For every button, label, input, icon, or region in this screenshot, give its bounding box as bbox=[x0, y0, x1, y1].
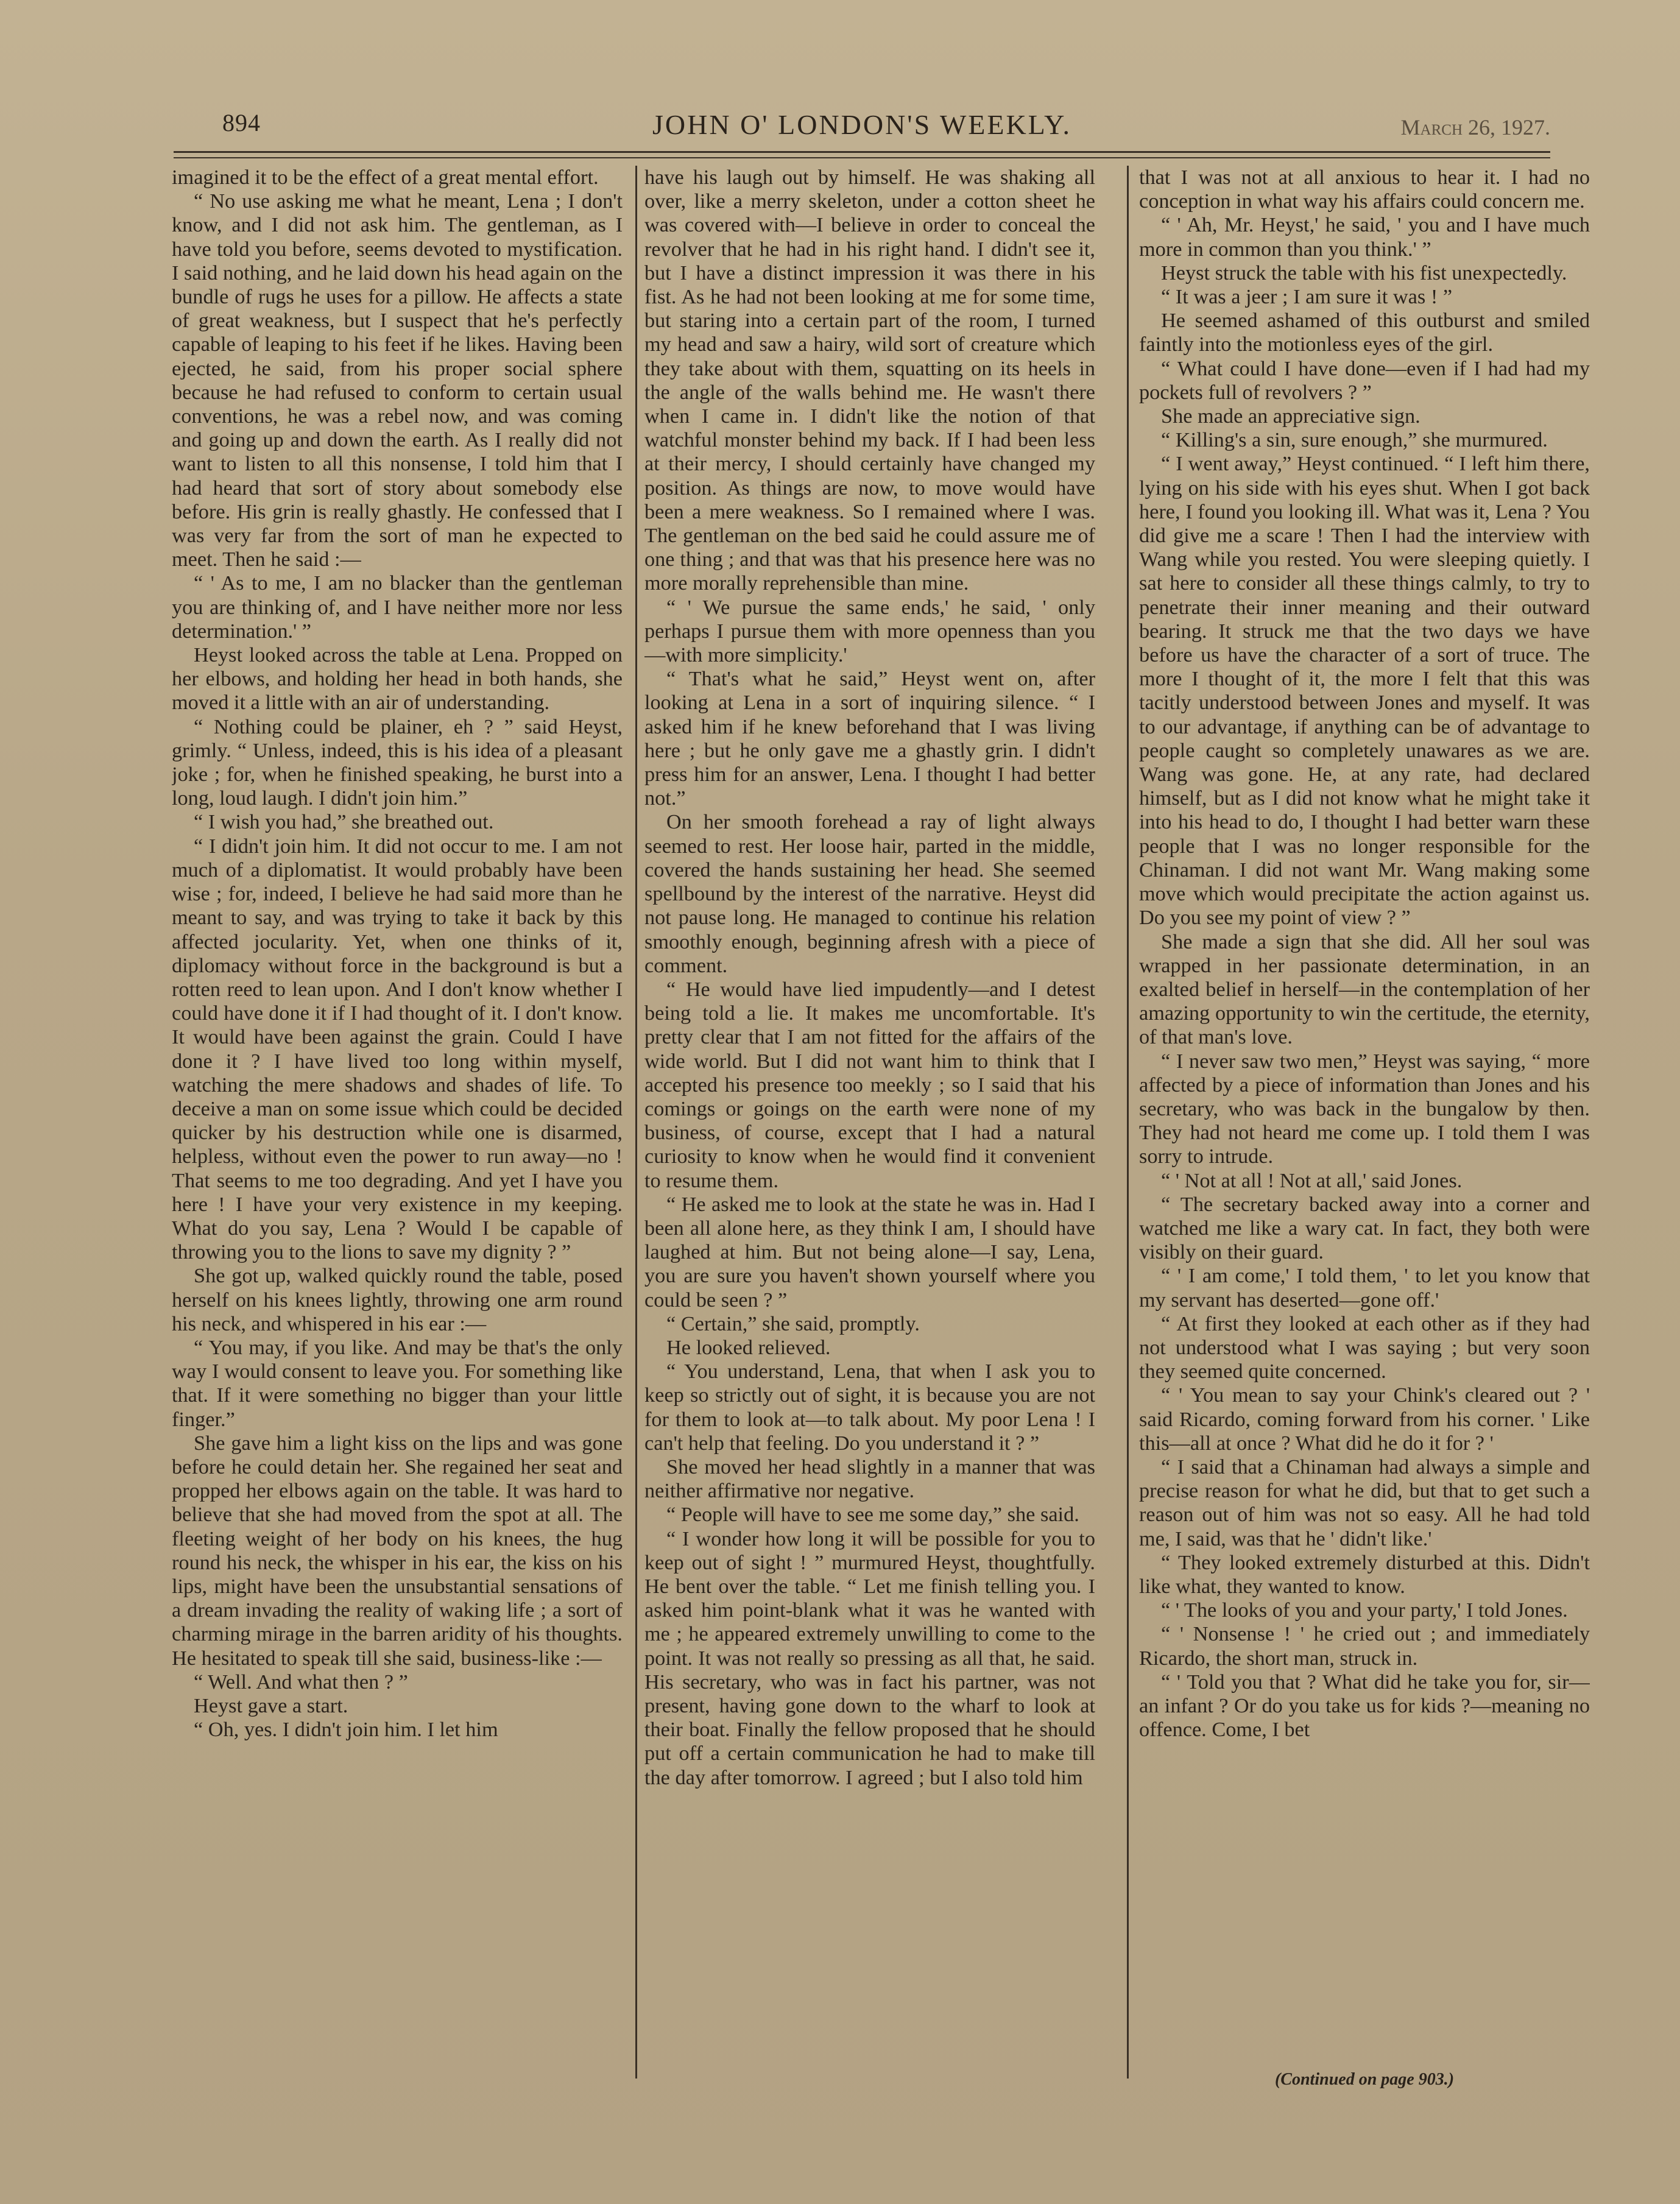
paragraph: “ ' Ah, Mr. Heyst,' he said, ' you and I have much more in common than you think.' ” bbox=[1139, 213, 1590, 261]
paragraph: “ No use asking me what he meant, Lena ; I don't know, and I did not ask him. The gentleman, as I have told you before, seems devoted to mystification. I said nothing, and he laid down his head again on the bundle of rugs he uses for a pillow. He affects a state of great weakness, but I suspect that he's perfectly capable of leaping to his feet if he likes. Having been ejected, he said, from his proper social sphere because he had refused to conform to certain usual conventions, he was a rebel now, and was coming and going up and down the earth. As I really did not want to listen to all this nonsense, I told him that I had heard that sort of story about somebody else before. His grin is really ghastly. He confessed that I was very far from the sort of man he expected to meet. Then he said :— bbox=[172, 189, 623, 571]
paragraph: “ I wish you had,” she breathed out. bbox=[194, 810, 494, 834]
header-rule-top bbox=[174, 151, 1550, 153]
paragraph: “ Well. And what then ? ” bbox=[194, 1670, 408, 1694]
page-number: 894 bbox=[222, 109, 261, 136]
paragraph: “ At first they looked at each other as if they had not understood what I was saying ; but very soon they seemed quite concerned. bbox=[1139, 1312, 1590, 1383]
paragraph: “ ' The looks of you and your party,' I told Jones. bbox=[1161, 1598, 1568, 1622]
paragraph: “ I wonder how long it will be possible for you to keep out of sight ! ” murmured Heyst, thoughtfully. He bent over the table. “ Let me finish telling you. I asked him point-blank what it was he wanted with me ; he appeared extremely unwilling to come to the point. It was not really so pressing as all that, he said. His secretary, who was in fact his partner, was not present, having gone down to the wharf to look at their boat. Finally the fellow proposed that he should put off a certain communication he had to make till the day after tomorrow. I agreed ; but I also told him bbox=[644, 1527, 1095, 1789]
paragraph: “ What could I have done—even if I had had my pockets full of revolvers ? ” bbox=[1139, 356, 1590, 404]
paragraph: “ I didn't join him. It did not occur to me. I am not much of a diplomatist. It would probably have been wise ; for, indeed, I believe he had said more than he meant to say, and was trying to take it back by this affected jocularity. Yet, when one thinks of it, diplomacy without force in the background is but a rotten reed to lean upon. And I don't know whether I could have done it if I had thought of it. I don't know. It would have been against the grain. Could I have done it ? I have lived too long within myself, watching the mere shadows and shades of life. To deceive a man on some issue which could be decided quicker by his destruction while one is disarmed, helpless, without even the power to run away—no ! That seems to me too degrading. And yet I have you here ! I have your very existence in my keeping. What do you say, Lena ? Would I be capable of throwing you to the lions to save my dignity ? ” bbox=[172, 834, 623, 1264]
paragraph: “ ' I am come,' I told them, ' to let you know that my servant has deserted—gone off.' bbox=[1139, 1264, 1590, 1312]
paragraph: “ I went away,” Heyst continued. “ I left him there, lying on his side with his eyes shut. When I got back here, I found you looking ill. What was it, Lena ? You did give me a scare ! Then I had the interview with Wang while you rested. You were sleeping quietly. I sat here to consider all these things calmly, to try to penetrate their inner meaning and their outward bearing. It struck me that the two days we have before us have the character of a sort of truce. The more I thought of it, the more I felt that this was tacitly understood between Jones and myself. It was to our advantage, if anything can be of advantage to people caught so completely unawares as we are. Wang was gone. He, at any rate, had declared himself, but as I did not know what he might take it into his head to do, I thought I had better warn these people that I was no longer responsible for the Chinaman. I did not want Mr. Wang making some move which would precipitate the action against us. Do you see my point of view ? ” bbox=[1139, 452, 1590, 930]
paragraph: “ The secretary backed away into a corner and watched me like a wary cat. In fact, they both were visibly on their guard. bbox=[1139, 1192, 1590, 1264]
paragraph: imagined it to be the effect of a great mental effort. bbox=[172, 166, 599, 189]
paragraph: He looked relieved. bbox=[666, 1335, 831, 1359]
paragraph: “ ' As to me, I am no blacker than the gentleman you are thinking of, and I have neither more nor less determination.' ” bbox=[172, 571, 623, 643]
continued-note: (Continued on page 903.) bbox=[1274, 2070, 1455, 2089]
paragraph: “ ' Told you that ? What did he take you for, sir—an infant ? Or do you take us for kids ?—meaning no offence. Come, I bet bbox=[1139, 1670, 1590, 1742]
paragraph: have his laugh out by himself. He was shaking all over, like a merry skeleton, under a cotton sheet he was covered with—I believe in order to conceal the revolver that he had in his right hand. I didn't see it, but I have a distinct impression it was there in his fist. As he had not been looking at me for some time, but staring into a certain part of the room, I turned my head and saw a hairy, wild sort of creature which they take about with them, squatting on its heels in the angle of the walls behind me. He wasn't there when I came in. I didn't like the notion of that watchful monster behind my back. If I had been less at their mercy, I should certainly have changed my position. As things are now, to move would have been a mere weakness. So I remained where I was. The gentleman on the bed said he could assure me of one thing ; and that was that his presence here was no more morally reprehensible than mine. bbox=[644, 166, 1095, 595]
paragraph: “ ' Nonsense ! ' he cried out ; and immediately Ricardo, the short man, struck in. bbox=[1139, 1622, 1590, 1670]
paragraph: “ I said that a Chinaman had always a simple and precise reason for what he did, but that to get such a reason out of him was not so easy. All he had told me, I said, was that he ' didn't like.' bbox=[1139, 1455, 1590, 1550]
paragraph: “ You may, if you like. And may be that's the only way I would consent to leave you. For something like that. If it were something no bigger than your little finger.” bbox=[172, 1335, 623, 1431]
header-rule-bottom bbox=[174, 157, 1550, 158]
paragraph: On her smooth forehead a ray of light always seemed to rest. Her loose hair, parted in the middle, covered the hands sustaining her head. She seemed spellbound by the interest of the narrative. Heyst did not pause long. He managed to continue his relation smoothly enough, beginning afresh with a piece of comment. bbox=[644, 810, 1095, 977]
paragraph: “ It was a jeer ; I am sure it was ! ” bbox=[1161, 285, 1453, 309]
paragraph: “ ' We pursue the same ends,' he said, ' only perhaps I pursue them with more openness than you—with more simplicity.' bbox=[644, 595, 1095, 667]
paragraph: “ People will have to see me some day,” she said. bbox=[666, 1503, 1079, 1527]
text-column-2 bbox=[644, 166, 1095, 2085]
column-divider-1 bbox=[635, 166, 637, 2079]
paragraph: She moved her head slightly in a manner that was neither affirmative nor negative. bbox=[644, 1455, 1095, 1503]
paragraph: “ You understand, Lena, that when I ask you to keep so strictly out of sight, it is because you are not for them to look at—to talk about. My poor Lena ! I can't help that feeling. Do you understand it ? ” bbox=[644, 1360, 1095, 1455]
paragraph: She made an appreciative sign. bbox=[1161, 404, 1421, 428]
paragraph: She got up, walked quickly round the table, posed herself on his knees lightly, throwing one arm round his neck, and whispered in his ear :— bbox=[172, 1264, 623, 1335]
paragraph: “ He would have lied impudently—and I detest being told a lie. It makes me uncomfortable. It's pretty clear that I am not fitted for the affairs of the wide world. But I did not want him to think that I accepted his presence too meekly ; so I said that his comings or goings on the earth were none of my business, of course, except that I had a natural curiosity to know when he would find it convenient to resume them. bbox=[644, 977, 1095, 1192]
paragraph: He seemed ashamed of this outburst and smiled faintly into the motionless eyes of the girl. bbox=[1139, 309, 1590, 356]
paragraph: Heyst looked across the table at Lena. Propped on her elbows, and holding her head in both hands, she moved it a little with an air of understanding. bbox=[172, 643, 623, 715]
page-header bbox=[174, 104, 1550, 152]
paragraph: “ I never saw two men,” Heyst was saying, “ more affected by a piece of information than Jones and his secretary, who was back in the bungalow by then. They had not heard me come up. I told them I was sorry to intrude. bbox=[1139, 1049, 1590, 1168]
paragraph: “ He asked me to look at the state he was in. Had I been all alone here, as they think I am, I should have laughed at him. But not being alone—I say, Lena, you are sure you haven't shown yourself where you could be seen ? ” bbox=[644, 1192, 1095, 1312]
paragraph: that I was not at all anxious to hear it. I had no conception in what way his affairs could concern me. bbox=[1139, 166, 1590, 213]
paragraph: Heyst gave a start. bbox=[194, 1694, 348, 1717]
issue-date: March 26, 1927. bbox=[1400, 115, 1550, 140]
paragraph: “ Nothing could be plainer, eh ? ” said Heyst, grimly. “ Unless, indeed, this is his idea of a pleasant joke ; for, when he finished speaking, he burst into a long, loud laugh. I didn't join him.” bbox=[172, 715, 623, 810]
paragraph: “ ' Not at all ! Not at all,' said Jones. bbox=[1161, 1168, 1463, 1192]
paragraph: “ That's what he said,” Heyst went on, after looking at Lena in a sort of inquiring silence. “ I asked him if he knew beforehand that I was living here ; but he only gave me a ghastly grin. I didn't press him for an answer, Lena. I thought I had better not.” bbox=[644, 667, 1095, 810]
paragraph: “ Certain,” she said, promptly. bbox=[666, 1312, 920, 1335]
paragraph: “ Killing's a sin, sure enough,” she murmured. bbox=[1161, 428, 1548, 452]
masthead-title: JOHN O' LONDON'S WEEKLY. bbox=[652, 109, 1071, 140]
paragraph: She made a sign that she did. All her soul was wrapped in her passionate determination, in an exalted belief in herself—in the contemplation of her amazing opportunity to win the certitude, the eternity, of that man's love. bbox=[1139, 930, 1590, 1049]
text-column-3 bbox=[1139, 166, 1590, 2085]
paragraph: “ They looked extremely disturbed at this. Didn't like what, they wanted to know. bbox=[1139, 1550, 1590, 1598]
paragraph: “ Oh, yes. I didn't join him. I let him bbox=[194, 1718, 498, 1742]
text-column-1 bbox=[172, 166, 623, 2085]
column-divider-2 bbox=[1127, 166, 1129, 2079]
paragraph: She gave him a light kiss on the lips and was gone before he could detain her. She regained her seat and propped her elbows again on the table. It was hard to believe that she had moved from the spot at all. The fleeting weight of her body on his knees, the hug round his neck, the whisper in his ear, the kiss on his lips, might have been the unsubstantial sensations of a dream invading the reality of waking life ; a sort of charming mirage in the barren aridity of his thoughts. He hesitated to speak till she said, business-like :— bbox=[172, 1431, 623, 1670]
paragraph: “ ' You mean to say your Chink's cleared out ? ' said Ricardo, coming forward from his corner. ' Like this—all at once ? What did he do it for ? ' bbox=[1139, 1383, 1590, 1455]
paragraph: Heyst struck the table with his fist unexpectedly. bbox=[1161, 261, 1567, 284]
